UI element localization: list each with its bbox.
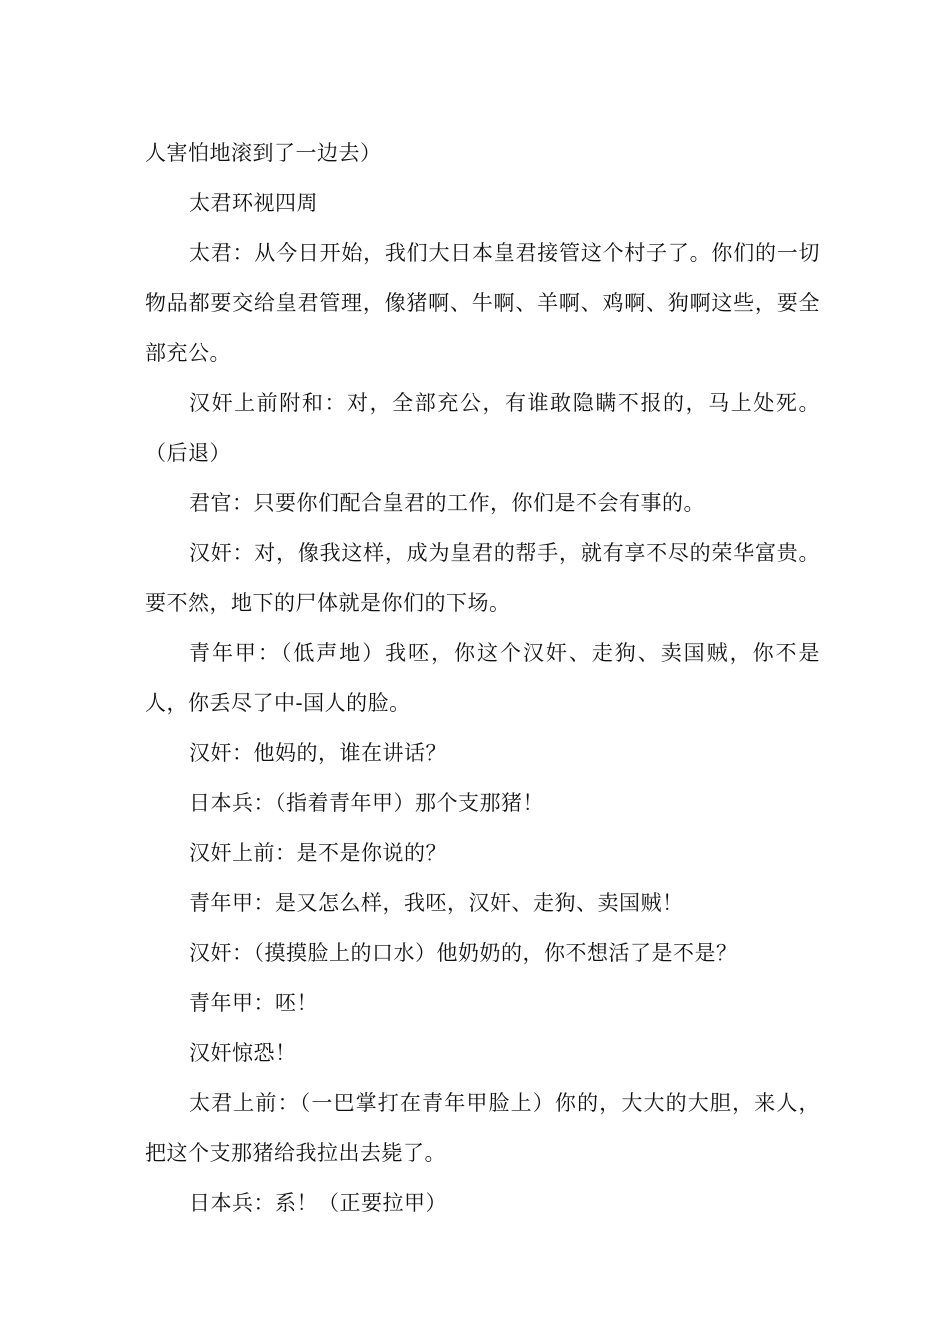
paragraph: 青年甲：呸！ <box>189 991 318 1015</box>
paragraph: 汉奸：他妈的，谁在讲话？ <box>189 741 447 765</box>
paragraph: 汉奸：（摸摸脸上的口水）他奶奶的，你不想活了是不是？ <box>189 941 738 965</box>
paragraph: 人害怕地滚到了一边去） <box>145 141 382 165</box>
paragraph: 日本兵：系！（正要拉甲） <box>189 1191 447 1215</box>
paragraph: 青年甲：是又怎么样，我呸，汉奸、走狗、卖国贼！ <box>189 891 684 915</box>
paragraph: 太君环视四周 <box>189 191 318 215</box>
paragraph: 青年甲：（低声地）我呸，你这个汉奸、走狗、卖国贼，你不是人，你丢尽了中-国人的脸。 <box>145 641 820 715</box>
paragraph: 太君上前：（一巴掌打在青年甲脸上）你的，大大的大胆，来人，把这个支那猪给我拉出去毙了。 <box>145 1091 820 1165</box>
paragraph: 日本兵：（指着青年甲）那个支那猪！ <box>189 791 544 815</box>
paragraph: 汉奸惊恐！ <box>189 1041 297 1065</box>
paragraph: 汉奸上前：是不是你说的？ <box>189 841 447 865</box>
script-text <box>145 128 820 1228</box>
paragraph: 汉奸：对，像我这样，成为皇君的帮手，就有享不尽的荣华富贵。要不然，地下的尸体就是你们的下场。 <box>145 541 820 615</box>
paragraph: 君官：只要你们配合皇君的工作，你们是不会有事的。 <box>189 491 705 515</box>
paragraph: 汉奸上前附和：对，全部充公，有谁敢隐瞒不报的，马上处死。（后退） <box>145 391 820 465</box>
paragraph: 太君：从今日开始，我们大日本皇君接管这个村子了。你们的一切物品都要交给皇君管理，像猪啊、牛啊、羊啊、鸡啊、狗啊这些，要全部充公。 <box>145 241 820 365</box>
